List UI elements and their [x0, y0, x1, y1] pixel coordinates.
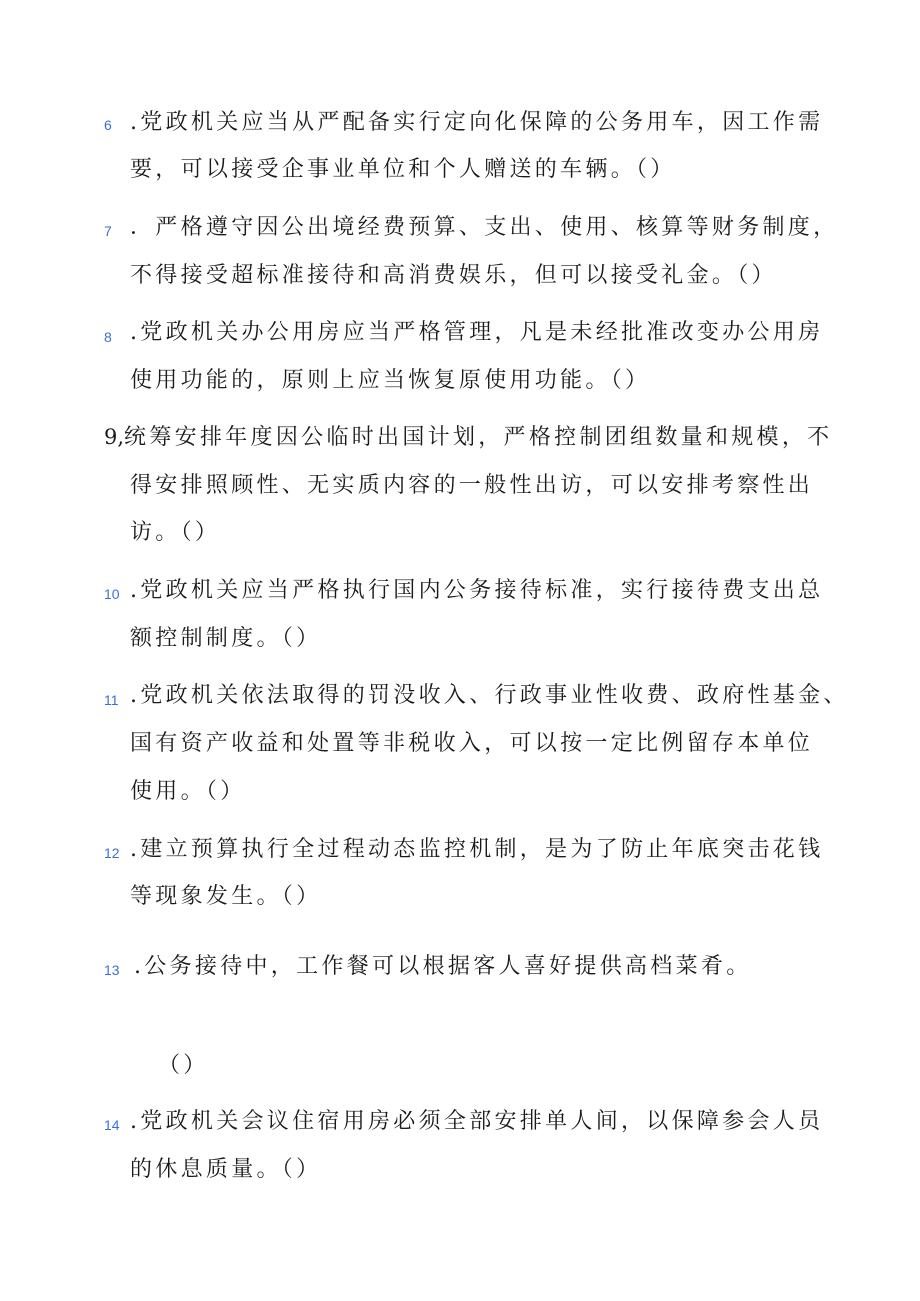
question-text-line: .党政机关办公用房应当严格管理，凡是未经批准改变办公用房: [130, 320, 824, 345]
question-text-line: 要，可以接受企事业单位和个人赠送的车辆。（）: [130, 157, 676, 182]
question-text-line: .党政机关依法取得的罚没收入、行政事业性收费、政府性基金、: [130, 683, 849, 708]
question-number: 11: [104, 692, 119, 708]
question-text-line: .党政机关会议住宿用房必须全部安排单人间，以保障参会人员: [130, 1109, 824, 1134]
question-number: 9,: [104, 425, 125, 449]
question-text-line: .建立预算执行全过程动态监控机制，是为了防止年底突击花钱: [130, 837, 824, 862]
question-text-line: 使用功能的，原则上应当恢复原使用功能。（）: [130, 368, 651, 393]
question-text-line: 等现象发生。（）: [130, 884, 322, 909]
question-text-line: 不得接受超标准接待和高消费娱乐，但可以接受礼金。（）: [130, 263, 777, 288]
question-text-line: .公务接待中，工作餐可以根据客人喜好提供高档菜肴。: [134, 954, 752, 979]
question-text-line: 统筹安排年度因公临时出国计划，严格控制团组数量和规模，不: [124, 425, 833, 450]
question-text-line: ．严格遵守因公出境经费预算、支出、使用、核算等财务制度，: [130, 215, 839, 240]
question-number: 10: [104, 586, 120, 602]
question-number: 7: [104, 223, 112, 239]
question-text-line: 访。（）: [130, 520, 221, 545]
question-number: 13: [104, 962, 120, 978]
question-number: 6: [104, 117, 112, 133]
question-text-line: 国有资产收益和处置等非税收入，可以按一定比例留存本单位: [130, 731, 814, 756]
question-text-line: 的休息质量。（）: [130, 1157, 322, 1182]
question-number: 14: [104, 1117, 120, 1133]
question-text-line: 额控制制度。（）: [130, 626, 322, 651]
question-9-first-line: [104, 427, 832, 449]
question-text-line: .党政机关应当严格执行国内公务接待标准，实行接待费支出总: [130, 578, 824, 603]
question-text-line: .党政机关应当从严配备实行定向化保障的公务用车，因工作需: [130, 110, 824, 135]
question-number: 8: [104, 329, 112, 345]
question-text-line: 使用。（）: [130, 779, 246, 804]
question-text-line: 得安排照顾性、无实质内容的一般性出访，可以安排考察性出: [130, 473, 814, 498]
question-number: 12: [104, 845, 120, 861]
answer-parentheses: （）: [158, 1053, 209, 1078]
